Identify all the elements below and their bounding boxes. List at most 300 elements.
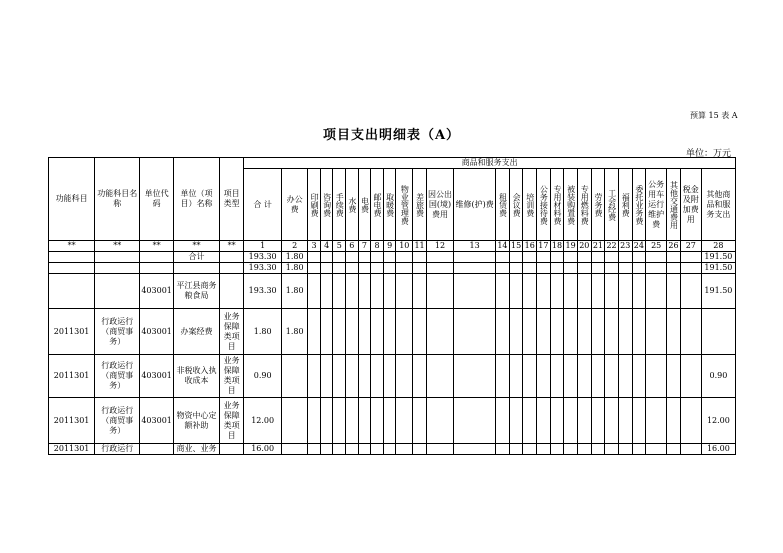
header-repair: 维修(护)费 bbox=[454, 169, 496, 241]
cell-office bbox=[282, 398, 308, 444]
index-cell: 11 bbox=[414, 241, 425, 250]
cell-unit-name: 办案经费 bbox=[173, 309, 219, 355]
cell-empty bbox=[396, 355, 413, 398]
header-post: 邮电费 bbox=[371, 169, 384, 241]
cell-empty bbox=[564, 355, 578, 398]
header-print: 印刷费 bbox=[308, 169, 321, 241]
cell-empty bbox=[320, 444, 333, 455]
cell-unit-code bbox=[140, 252, 174, 263]
cell-empty bbox=[550, 444, 564, 455]
cell-unit-code: 403001 bbox=[140, 274, 174, 309]
cell-empty bbox=[537, 252, 551, 263]
cell-empty bbox=[618, 263, 632, 274]
cell-unit-code bbox=[140, 263, 174, 274]
cell-empty bbox=[413, 252, 427, 263]
cell-empty bbox=[333, 309, 346, 355]
cell-empty bbox=[413, 355, 427, 398]
cell-empty bbox=[591, 444, 605, 455]
cell-empty bbox=[618, 274, 632, 309]
cell-empty bbox=[454, 274, 496, 309]
header-abroad: 因公出国(境)费用 bbox=[426, 169, 453, 241]
cell-empty bbox=[509, 274, 523, 309]
index-cell: 5 bbox=[333, 241, 346, 252]
cell-empty bbox=[537, 355, 551, 398]
cell-empty bbox=[496, 398, 510, 444]
index-cell: 9 bbox=[383, 241, 396, 252]
cell-empty bbox=[605, 444, 619, 455]
header-other: 其他商品和服务支出 bbox=[701, 169, 735, 241]
index-cell: 6 bbox=[346, 241, 359, 252]
cell-func-name: 行政运行（商贸事务） bbox=[95, 398, 140, 444]
cell-empty bbox=[496, 274, 510, 309]
cell-office bbox=[282, 444, 308, 455]
cell-empty bbox=[496, 444, 510, 455]
cell-empty bbox=[371, 252, 384, 263]
cell-other bbox=[701, 309, 735, 355]
cell-empty bbox=[509, 263, 523, 274]
cell-empty bbox=[413, 274, 427, 309]
index-cell: 27 bbox=[680, 241, 701, 252]
cell-empty bbox=[308, 309, 321, 355]
cell-empty bbox=[632, 309, 646, 355]
header-vehicle: 公务用车运行维护费 bbox=[646, 169, 667, 241]
header-material: 专用材料费 bbox=[550, 169, 564, 241]
cell-empty bbox=[426, 309, 453, 355]
index-cell: 14 bbox=[497, 241, 508, 250]
header-func-name: 功能科目名称 bbox=[95, 158, 140, 241]
cell-func-code: 2011301 bbox=[49, 355, 95, 398]
cell-empty bbox=[605, 398, 619, 444]
index-cell: 21 bbox=[592, 241, 604, 250]
index-cell: 12 bbox=[426, 241, 453, 252]
cell-empty bbox=[646, 444, 667, 455]
cell-empty bbox=[383, 355, 396, 398]
index-cell: ** bbox=[95, 241, 140, 252]
cell-empty bbox=[454, 355, 496, 398]
cell-func-code bbox=[49, 274, 95, 309]
header-electricity: 电费 bbox=[358, 169, 371, 241]
cell-empty bbox=[591, 398, 605, 444]
cell-empty bbox=[346, 309, 359, 355]
cell-empty bbox=[646, 274, 667, 309]
cell-empty bbox=[396, 444, 413, 455]
cell-empty bbox=[413, 398, 427, 444]
cell-office: 1.80 bbox=[282, 263, 308, 274]
header-func-code: 功能科目 bbox=[49, 158, 95, 241]
index-cell: ** bbox=[140, 241, 174, 252]
cell-empty bbox=[371, 263, 384, 274]
cell-empty bbox=[426, 444, 453, 455]
cell-empty bbox=[667, 398, 681, 444]
cell-empty bbox=[346, 398, 359, 444]
cell-empty bbox=[564, 252, 578, 263]
cell-empty bbox=[577, 398, 591, 444]
cell-empty bbox=[358, 263, 371, 274]
table-row bbox=[49, 398, 736, 444]
header-labor: 劳务费 bbox=[591, 169, 605, 241]
cell-unit-name: 合计 bbox=[173, 252, 219, 263]
cell-unit-name: 非税收入执收成本 bbox=[173, 355, 219, 398]
cell-empty bbox=[618, 252, 632, 263]
cell-empty bbox=[371, 274, 384, 309]
cell-empty bbox=[550, 355, 564, 398]
cell-empty bbox=[632, 274, 646, 309]
cell-empty bbox=[371, 444, 384, 455]
index-cell: 23 bbox=[620, 241, 631, 250]
index-cell: 1 bbox=[244, 241, 282, 252]
cell-empty bbox=[618, 355, 632, 398]
cell-empty bbox=[496, 309, 510, 355]
page-title: 项目支出明细表（A） bbox=[322, 128, 461, 143]
header-reception: 公务接待费 bbox=[537, 169, 551, 241]
cell-empty bbox=[523, 252, 537, 263]
header-meeting: 会议费 bbox=[509, 169, 523, 241]
cell-empty bbox=[454, 252, 496, 263]
cell-func-code: 2011301 bbox=[49, 444, 95, 455]
cell-empty bbox=[320, 252, 333, 263]
index-cell: 28 bbox=[701, 241, 735, 252]
header-heating: 取暖费 bbox=[383, 169, 396, 241]
cell-empty bbox=[550, 252, 564, 263]
table-row bbox=[49, 309, 736, 355]
cell-empty bbox=[523, 309, 537, 355]
header-unit-name: 单位（项目）名称 bbox=[173, 158, 219, 241]
cell-unit-name bbox=[173, 263, 219, 274]
cell-func-name: 行政运行（商贸事务） bbox=[95, 355, 140, 398]
cell-empty bbox=[523, 274, 537, 309]
cell-empty bbox=[537, 398, 551, 444]
cell-empty bbox=[308, 444, 321, 455]
cell-empty bbox=[667, 274, 681, 309]
index-cell: 15 bbox=[510, 241, 522, 250]
cell-total: 0.90 bbox=[244, 355, 282, 398]
cell-func-name: 行政运行（商贸事务） bbox=[95, 309, 140, 355]
cell-empty bbox=[577, 355, 591, 398]
cell-empty bbox=[680, 252, 701, 263]
cell-empty bbox=[396, 309, 413, 355]
cell-unit-name: 平江县商务粮食局 bbox=[173, 274, 219, 309]
cell-empty bbox=[413, 444, 427, 455]
cell-empty bbox=[509, 398, 523, 444]
cell-empty bbox=[413, 263, 427, 274]
cell-empty bbox=[509, 252, 523, 263]
expense-table bbox=[48, 157, 736, 455]
cell-func-code: 2011301 bbox=[49, 309, 95, 355]
cell-empty bbox=[537, 444, 551, 455]
cell-empty bbox=[680, 263, 701, 274]
cell-unit-name: 商业、业务 bbox=[173, 444, 219, 455]
cell-empty bbox=[564, 263, 578, 274]
cell-empty bbox=[496, 252, 510, 263]
cell-empty bbox=[320, 309, 333, 355]
cell-empty bbox=[632, 398, 646, 444]
index-cell: 18 bbox=[551, 241, 563, 250]
cell-empty bbox=[346, 252, 359, 263]
cell-empty bbox=[523, 444, 537, 455]
cell-empty bbox=[358, 444, 371, 455]
cell-empty bbox=[591, 252, 605, 263]
cell-empty bbox=[509, 444, 523, 455]
cell-empty bbox=[426, 398, 453, 444]
cell-empty bbox=[537, 263, 551, 274]
cell-project-type bbox=[220, 274, 244, 309]
table-row bbox=[49, 355, 736, 398]
header-welfare: 福利费 bbox=[618, 169, 632, 241]
cell-empty bbox=[523, 355, 537, 398]
table-row bbox=[49, 444, 736, 455]
cell-empty bbox=[383, 252, 396, 263]
cell-func-name bbox=[95, 274, 140, 309]
cell-empty bbox=[577, 263, 591, 274]
cell-empty bbox=[618, 398, 632, 444]
cell-empty bbox=[396, 263, 413, 274]
cell-empty bbox=[496, 263, 510, 274]
cell-empty bbox=[591, 355, 605, 398]
header-uniform: 被装购置费 bbox=[564, 169, 578, 241]
cell-empty bbox=[413, 309, 427, 355]
cell-project-type bbox=[220, 444, 244, 455]
cell-empty bbox=[371, 355, 384, 398]
cell-empty bbox=[537, 309, 551, 355]
cell-empty bbox=[320, 355, 333, 398]
cell-other: 191.50 bbox=[701, 263, 735, 274]
cell-other: 191.50 bbox=[701, 274, 735, 309]
cell-empty bbox=[564, 398, 578, 444]
cell-empty bbox=[308, 398, 321, 444]
cell-empty bbox=[680, 398, 701, 444]
cell-empty bbox=[632, 444, 646, 455]
cell-empty bbox=[646, 252, 667, 263]
cell-empty bbox=[577, 274, 591, 309]
cell-empty bbox=[358, 355, 371, 398]
cell-project-type bbox=[220, 252, 244, 263]
cell-func-name bbox=[95, 252, 140, 263]
cell-empty bbox=[577, 309, 591, 355]
cell-empty bbox=[308, 274, 321, 309]
cell-empty bbox=[646, 263, 667, 274]
index-cell: ** bbox=[49, 241, 95, 252]
cell-empty bbox=[550, 398, 564, 444]
cell-empty bbox=[667, 355, 681, 398]
cell-other: 0.90 bbox=[701, 355, 735, 398]
cell-empty bbox=[454, 309, 496, 355]
cell-empty bbox=[320, 274, 333, 309]
cell-unit-code: 403001 bbox=[140, 398, 174, 444]
cell-empty bbox=[308, 355, 321, 398]
cell-empty bbox=[591, 263, 605, 274]
cell-empty bbox=[550, 309, 564, 355]
cell-empty bbox=[618, 444, 632, 455]
cell-office: 1.80 bbox=[282, 309, 308, 355]
index-cell: 24 bbox=[633, 241, 644, 250]
cell-empty bbox=[680, 309, 701, 355]
cell-empty bbox=[591, 309, 605, 355]
cell-empty bbox=[333, 263, 346, 274]
index-cell: ** bbox=[220, 241, 244, 252]
cell-empty bbox=[591, 274, 605, 309]
cell-empty bbox=[605, 252, 619, 263]
cell-empty bbox=[667, 252, 681, 263]
cell-empty bbox=[605, 355, 619, 398]
cell-empty bbox=[523, 398, 537, 444]
cell-project-type: 业务保障类项目 bbox=[220, 309, 244, 355]
cell-empty bbox=[333, 444, 346, 455]
cell-empty bbox=[632, 252, 646, 263]
cell-empty bbox=[454, 398, 496, 444]
header-fee: 手续费 bbox=[333, 169, 346, 241]
header-group-goods-services: 商品和服务支出 bbox=[244, 158, 736, 169]
index-cell: 22 bbox=[606, 241, 617, 250]
cell-empty bbox=[605, 309, 619, 355]
cell-empty bbox=[371, 309, 384, 355]
cell-empty bbox=[346, 263, 359, 274]
cell-empty bbox=[308, 252, 321, 263]
header-entrust: 委托业务费 bbox=[632, 169, 646, 241]
cell-empty bbox=[371, 398, 384, 444]
cell-empty bbox=[396, 398, 413, 444]
cell-empty bbox=[426, 263, 453, 274]
cell-office: 1.80 bbox=[282, 274, 308, 309]
index-cell: 3 bbox=[308, 241, 321, 252]
cell-empty bbox=[550, 263, 564, 274]
cell-total: 16.00 bbox=[244, 444, 282, 455]
cell-empty bbox=[632, 263, 646, 274]
cell-other: 16.00 bbox=[701, 444, 735, 455]
cell-empty bbox=[333, 398, 346, 444]
cell-empty bbox=[577, 444, 591, 455]
cell-empty bbox=[358, 309, 371, 355]
cell-empty bbox=[564, 444, 578, 455]
cell-empty bbox=[618, 309, 632, 355]
header-unit-code: 单位代码 bbox=[140, 158, 174, 241]
table-row bbox=[49, 263, 736, 274]
cell-empty bbox=[564, 309, 578, 355]
cell-empty bbox=[680, 355, 701, 398]
header-union: 工会经费 bbox=[605, 169, 619, 241]
cell-empty bbox=[346, 355, 359, 398]
cell-empty bbox=[358, 398, 371, 444]
cell-empty bbox=[646, 309, 667, 355]
cell-unit-code: 403001 bbox=[140, 309, 174, 355]
cell-empty bbox=[320, 263, 333, 274]
cell-empty bbox=[646, 355, 667, 398]
cell-unit-name: 物资中心定额补助 bbox=[173, 398, 219, 444]
table-row bbox=[49, 274, 736, 309]
index-row bbox=[49, 241, 736, 252]
cell-empty bbox=[358, 274, 371, 309]
unit-label: 单位：万元 bbox=[686, 149, 732, 159]
header-office: 办公费 bbox=[282, 169, 308, 241]
index-cell: 26 bbox=[668, 241, 679, 250]
cell-empty bbox=[632, 355, 646, 398]
cell-empty bbox=[509, 355, 523, 398]
header-consult: 咨询费 bbox=[320, 169, 333, 241]
header-total: 合 计 bbox=[244, 169, 282, 241]
cell-empty bbox=[605, 274, 619, 309]
header-project-type: 项目类型 bbox=[220, 158, 244, 241]
header-water: 水费 bbox=[346, 169, 359, 241]
index-cell: 13 bbox=[454, 241, 496, 252]
cell-empty bbox=[346, 444, 359, 455]
header-travel: 差旅费 bbox=[413, 169, 427, 241]
cell-empty bbox=[667, 444, 681, 455]
index-cell: 19 bbox=[565, 241, 576, 250]
index-cell: 17 bbox=[538, 241, 549, 250]
cell-empty bbox=[537, 274, 551, 309]
cell-empty bbox=[308, 263, 321, 274]
index-cell: 25 bbox=[646, 241, 667, 252]
cell-total: 193.30 bbox=[244, 263, 282, 274]
cell-empty bbox=[523, 263, 537, 274]
cell-empty bbox=[550, 274, 564, 309]
cell-empty bbox=[320, 398, 333, 444]
index-cell: 8 bbox=[371, 241, 384, 252]
header-rent: 租赁费 bbox=[496, 169, 510, 241]
cell-empty bbox=[383, 444, 396, 455]
cell-empty bbox=[454, 263, 496, 274]
cell-func-name bbox=[95, 263, 140, 274]
table-number-note: 预算 15 表 A bbox=[690, 111, 738, 120]
index-cell: 20 bbox=[579, 241, 590, 250]
cell-empty bbox=[646, 398, 667, 444]
cell-other: 12.00 bbox=[701, 398, 735, 444]
cell-unit-code bbox=[140, 444, 174, 455]
cell-empty bbox=[426, 274, 453, 309]
cell-total: 12.00 bbox=[244, 398, 282, 444]
cell-empty bbox=[383, 398, 396, 444]
cell-func-code bbox=[49, 252, 95, 263]
cell-empty bbox=[358, 252, 371, 263]
header-transport: 其他交通费用 bbox=[667, 169, 681, 241]
cell-empty bbox=[680, 274, 701, 309]
index-cell: ** bbox=[173, 241, 219, 252]
index-cell: 4 bbox=[320, 241, 333, 252]
cell-unit-code: 403001 bbox=[140, 355, 174, 398]
cell-empty bbox=[333, 355, 346, 398]
header-fuel: 专用燃料费 bbox=[577, 169, 591, 241]
cell-func-code bbox=[49, 263, 95, 274]
index-cell: 7 bbox=[358, 241, 371, 252]
header-property: 物业管理费 bbox=[396, 169, 413, 241]
index-cell: 16 bbox=[524, 241, 535, 250]
cell-empty bbox=[577, 252, 591, 263]
cell-empty bbox=[680, 444, 701, 455]
cell-empty bbox=[383, 274, 396, 309]
header-training: 培训费 bbox=[523, 169, 537, 241]
cell-project-type: 业务保障类项目 bbox=[220, 355, 244, 398]
cell-other: 191.50 bbox=[701, 252, 735, 263]
cell-empty bbox=[564, 274, 578, 309]
cell-empty bbox=[396, 252, 413, 263]
table-row bbox=[49, 252, 736, 263]
cell-empty bbox=[605, 263, 619, 274]
cell-total: 193.30 bbox=[244, 252, 282, 263]
cell-empty bbox=[667, 309, 681, 355]
cell-empty bbox=[333, 274, 346, 309]
cell-empty bbox=[426, 252, 453, 263]
cell-total: 193.30 bbox=[244, 274, 282, 309]
cell-empty bbox=[667, 263, 681, 274]
cell-project-type bbox=[220, 263, 244, 274]
cell-empty bbox=[509, 309, 523, 355]
cell-office bbox=[282, 355, 308, 398]
cell-empty bbox=[454, 444, 496, 455]
cell-empty bbox=[383, 263, 396, 274]
cell-func-code: 2011301 bbox=[49, 398, 95, 444]
cell-empty bbox=[333, 252, 346, 263]
cell-total: 1.80 bbox=[244, 309, 282, 355]
cell-empty bbox=[496, 355, 510, 398]
